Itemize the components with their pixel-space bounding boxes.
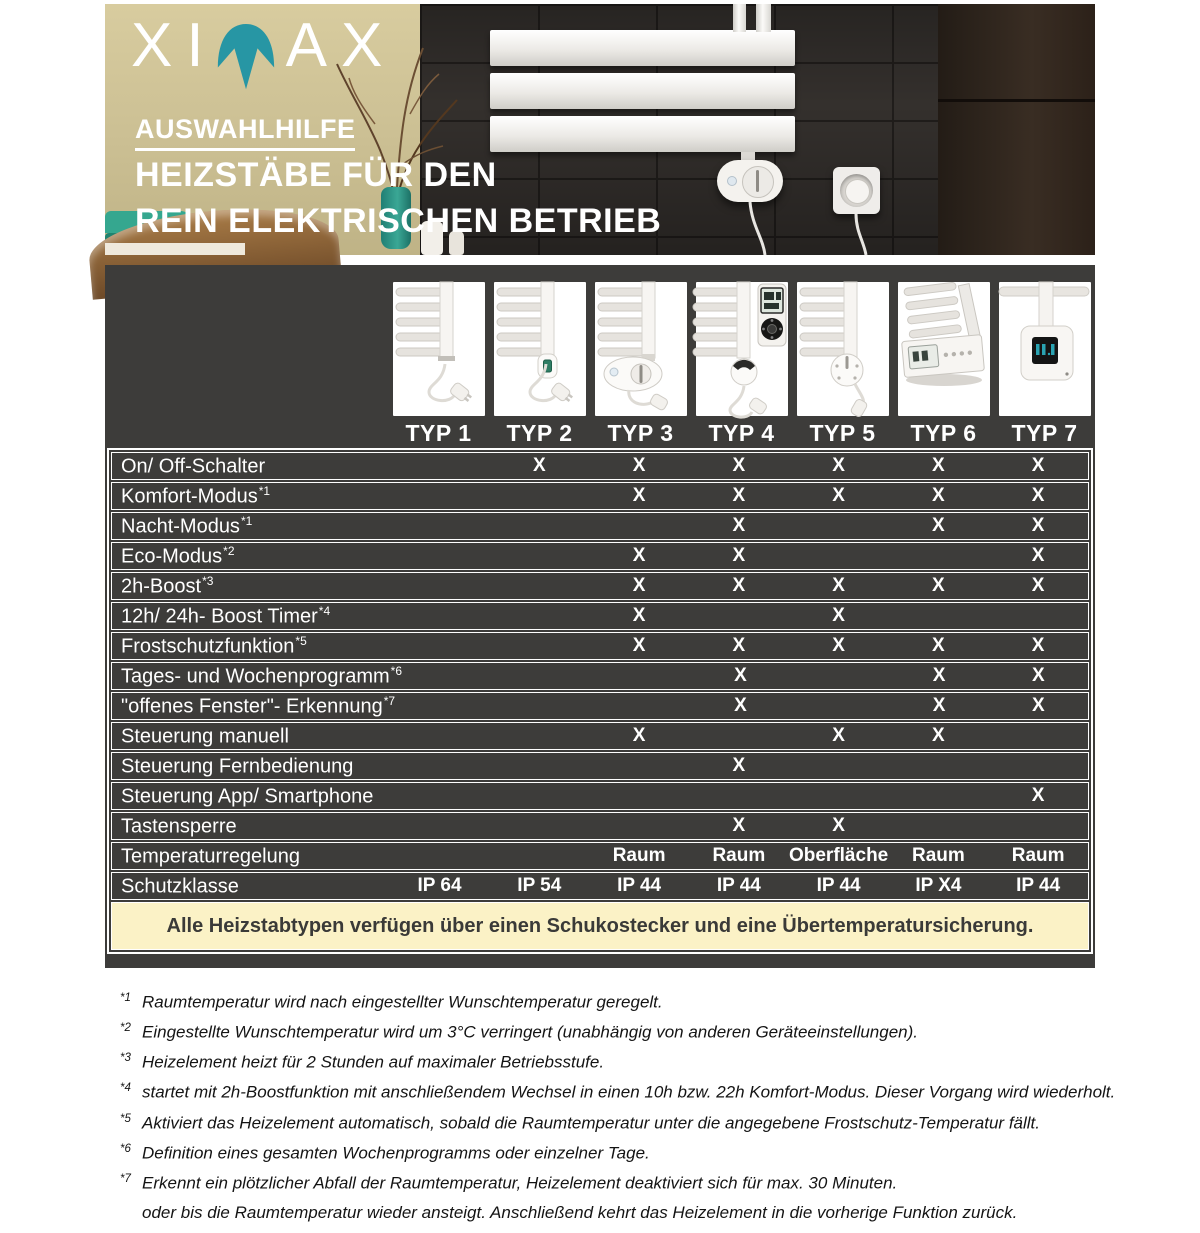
feature-cell: Raum — [612, 845, 666, 866]
feature-cell: X — [1031, 485, 1045, 506]
feature-cell: X — [732, 455, 746, 476]
feature-cell: IP X4 — [915, 875, 962, 896]
footnote — [120, 992, 1130, 1013]
socket-recess — [840, 174, 873, 207]
feature-cell: X — [734, 665, 747, 686]
feature-cell: X — [532, 455, 546, 476]
table-row — [111, 602, 1089, 630]
feature-cell: X — [932, 725, 945, 746]
footnote-marker: *4 — [120, 1082, 131, 1095]
footnote — [120, 1143, 1130, 1164]
feature-cell: Raum — [1011, 845, 1065, 866]
feature-label-text: 12h/ 24h- Boost Timer — [121, 605, 318, 628]
footnote-text: Heizelement heizt für 2 Stunden auf maximaler Betriebsstufe. — [142, 1052, 605, 1072]
table-row — [111, 692, 1089, 720]
product-photo-typ-4 — [696, 282, 788, 416]
feature-label — [112, 454, 390, 479]
feature-label — [112, 634, 390, 659]
feature-cell: X — [832, 725, 845, 746]
feature-cell: IP 54 — [517, 875, 562, 896]
feature-cell: X — [932, 635, 945, 656]
feature-cell: X — [832, 635, 845, 656]
product-photo-typ-3 — [595, 282, 687, 416]
table-row — [111, 662, 1089, 690]
table-row — [111, 872, 1089, 900]
feature-label — [112, 814, 390, 839]
footnote — [120, 1173, 1130, 1194]
column-header-typ-6: TYP 6 — [910, 420, 977, 446]
feature-label — [112, 844, 390, 869]
radiator-slat — [490, 73, 795, 109]
footnote — [120, 1022, 1130, 1043]
feature-label — [112, 784, 390, 809]
product-photo-typ-2 — [494, 282, 586, 416]
feature-rows — [111, 452, 1089, 900]
feature-label-text: "offenes Fenster"- Erkennung — [121, 695, 383, 718]
feature-label-text: Eco-Modus — [121, 545, 223, 568]
feature-label-text: Steuerung App/ Smartphone — [121, 785, 374, 808]
feature-cell: X — [1031, 785, 1045, 806]
feature-cell: X — [932, 455, 945, 476]
feature-cell: X — [932, 695, 946, 716]
feature-cell: X — [632, 605, 646, 626]
feature-label — [112, 663, 402, 689]
feature-cell: X — [1031, 665, 1045, 686]
feature-cell: IP 44 — [617, 875, 662, 896]
column-header-typ-5: TYP 5 — [809, 420, 876, 446]
hero-title-line2: REIN ELEKTRISCHEN BETRIEB — [135, 202, 662, 240]
feature-table — [107, 448, 1093, 954]
footnote-marker: *2 — [120, 1022, 131, 1035]
heating-control-unit — [717, 160, 783, 202]
footnote-ref: *1 — [258, 483, 271, 498]
feature-cell: X — [732, 635, 746, 656]
feature-label-text: Tages- und Wochenprogramm — [121, 665, 390, 688]
table-row — [111, 542, 1089, 570]
feature-cell: X — [732, 485, 746, 506]
info-banner-text: Alle Heizstabtypen verfügen über einen Schukostecker und eine Übertemperatursicherung. — [166, 914, 1034, 937]
feature-cell: X — [1031, 695, 1045, 716]
hero-cabinet — [938, 4, 1095, 255]
feature-cell: X — [832, 575, 845, 596]
footnote — [120, 1052, 1130, 1073]
table-row — [111, 512, 1089, 540]
footnote-text: oder bis die Raumtemperatur wieder ansteigt. Anschließend kehrt das Heizelement in die vorherige Funktion zurück. — [142, 1203, 1018, 1223]
footnote-text: Eingestellte Wunschtemperatur wird um 3°C verringert (unabhängig von anderen Geräteeinstellungen). — [142, 1022, 918, 1042]
feature-label-text: Tastensperre — [121, 815, 237, 838]
footnote-ref: *2 — [223, 543, 235, 558]
feature-label-text: Schutzklasse — [121, 875, 239, 898]
radiator-slat — [490, 30, 795, 66]
feature-cell: X — [832, 455, 845, 476]
feature-label — [112, 693, 396, 719]
feature-cell: Raum — [911, 845, 965, 866]
feature-cell: IP 44 — [1016, 875, 1061, 896]
wall-socket — [833, 167, 880, 214]
feature-cell: X — [932, 485, 945, 506]
plug-icon — [845, 179, 870, 204]
footnote — [120, 1203, 1130, 1223]
feature-label — [112, 484, 390, 509]
table-row — [111, 572, 1089, 600]
feature-label-text: Komfort-Modus — [121, 485, 258, 508]
column-header-typ-4: TYP 4 — [708, 420, 775, 446]
feature-cell: X — [734, 695, 747, 716]
feature-label-text: Nacht-Modus — [121, 515, 240, 538]
feature-cell: X — [732, 815, 746, 836]
footnote-ref: *7 — [383, 693, 396, 708]
footnote-marker: *1 — [120, 992, 131, 1004]
column-header-typ-7: TYP 7 — [1011, 420, 1078, 446]
floor-strip — [105, 243, 245, 255]
feature-cell: X — [632, 635, 646, 656]
table-row — [111, 812, 1089, 840]
feature-cell: X — [832, 605, 845, 626]
feature-label — [112, 724, 390, 749]
cabinet-seam — [938, 99, 1095, 102]
feature-cell: X — [932, 665, 946, 686]
feature-label — [112, 604, 390, 629]
control-led — [727, 176, 737, 186]
control-dial-icon — [742, 166, 774, 198]
radiator-panel-image — [490, 30, 795, 159]
feature-cell: X — [832, 485, 845, 506]
footnote-marker: *3 — [120, 1052, 131, 1065]
footnote-text: Aktiviert das Heizelement automatisch, sobald die Raumtemperatur unter die angegebene Frostschutz-Temperatur fällt. — [142, 1113, 1040, 1133]
feature-cell: Raum — [712, 845, 766, 866]
dial-slot — [756, 170, 759, 192]
radiator-pipe — [733, 4, 746, 32]
feature-cell: X — [632, 455, 646, 476]
feature-cell: X — [832, 815, 845, 836]
footnote-text: startet mit 2h-Boostfunktion mit anschließendem Wechsel in einen 10h bzw. 22h Komfort-Modus. Dieser Vorgang wird wiederholt. — [142, 1083, 1116, 1103]
feature-cell: X — [632, 725, 646, 746]
table-row — [111, 452, 1089, 480]
feature-label — [112, 544, 390, 569]
feature-cell: X — [1031, 455, 1045, 476]
footnote-ref: *3 — [202, 573, 214, 588]
feature-label — [112, 514, 390, 539]
footnote-ref: *5 — [295, 633, 307, 648]
footnotes — [120, 992, 1130, 1233]
feature-label — [112, 574, 390, 599]
table-row — [111, 842, 1089, 870]
footnote-marker: *7 — [120, 1172, 131, 1185]
product-photo-typ-1 — [393, 282, 485, 416]
feature-cell: X — [932, 515, 945, 536]
ximax-m-icon — [214, 20, 278, 92]
feature-cell: X — [632, 545, 646, 566]
feature-label — [112, 874, 390, 899]
column-header-typ-2: TYP 2 — [506, 420, 573, 446]
footnote-text: Raumtemperatur wird nach eingestellter Wunschtemperatur geregelt. — [142, 992, 663, 1012]
feature-cell: X — [632, 575, 646, 596]
feature-cell: X — [732, 755, 746, 776]
feature-cell: X — [632, 485, 646, 506]
feature-label-text: On/ Off-Schalter — [121, 455, 266, 478]
footnote-marker: *5 — [120, 1112, 131, 1125]
feature-cell: X — [1031, 575, 1045, 596]
footnote-ref: *6 — [390, 663, 402, 678]
footnote-ref: *4 — [318, 603, 331, 618]
feature-cell: X — [1031, 635, 1045, 656]
table-row — [111, 632, 1089, 660]
comparison-table-section — [105, 265, 1095, 968]
feature-label — [112, 754, 390, 779]
column-header-typ-3: TYP 3 — [607, 420, 674, 446]
footnote — [120, 1113, 1130, 1134]
hero-title-line1: HEIZSTÄBE FÜR DEN — [135, 156, 497, 194]
feature-label-text: Temperaturregelung — [121, 845, 300, 868]
table-row — [111, 782, 1089, 810]
radiator-slat — [490, 116, 795, 152]
feature-cell: X — [1031, 515, 1045, 536]
feature-cell: IP 44 — [716, 875, 761, 896]
feature-cell: X — [1031, 545, 1045, 566]
feature-cell: IP 64 — [417, 875, 462, 896]
feature-label-text: Steuerung Fernbedienung — [121, 755, 354, 778]
product-photo-typ-6 — [898, 282, 990, 416]
info-banner — [111, 902, 1089, 950]
table-row — [111, 752, 1089, 780]
table-row — [111, 482, 1089, 510]
feature-label-text: Steuerung manuell — [121, 725, 289, 748]
ximax-logo — [131, 12, 396, 92]
feature-label-text: Frostschutzfunktion — [121, 635, 295, 658]
feature-cell: Oberfläche — [788, 845, 889, 866]
feature-cell: X — [732, 575, 746, 596]
column-header-typ-1: TYP 1 — [405, 420, 472, 446]
product-photo-typ-7 — [999, 282, 1091, 416]
column-header-row — [388, 420, 1095, 447]
footnote-text: Definition eines gesamten Wochenprogramms oder einzelner Tage. — [142, 1143, 650, 1163]
logo-text-ax: AX — [285, 11, 397, 80]
footnote-ref: *1 — [240, 513, 253, 528]
radiator-pipe — [756, 4, 771, 32]
feature-label-text: 2h-Boost — [121, 575, 202, 598]
table-row — [111, 722, 1089, 750]
logo-text-xi: XI — [131, 11, 218, 80]
footnote-text: Erkennt ein plötzlicher Abfall der Raumtemperatur, Heizelement deaktiviert sich für max. 30 Minuten. — [142, 1173, 898, 1193]
feature-cell: IP 44 — [816, 875, 861, 896]
feature-cell: X — [932, 575, 945, 596]
footnote-marker: *6 — [120, 1142, 131, 1155]
feature-cell: X — [732, 545, 746, 566]
product-photo-row — [388, 282, 1095, 416]
footnote — [120, 1082, 1130, 1103]
product-photo-typ-5 — [797, 282, 889, 416]
eyebrow-heading: AUSWAHLHILFE — [135, 114, 355, 151]
hero-banner — [105, 4, 1095, 255]
feature-cell: X — [732, 515, 746, 536]
